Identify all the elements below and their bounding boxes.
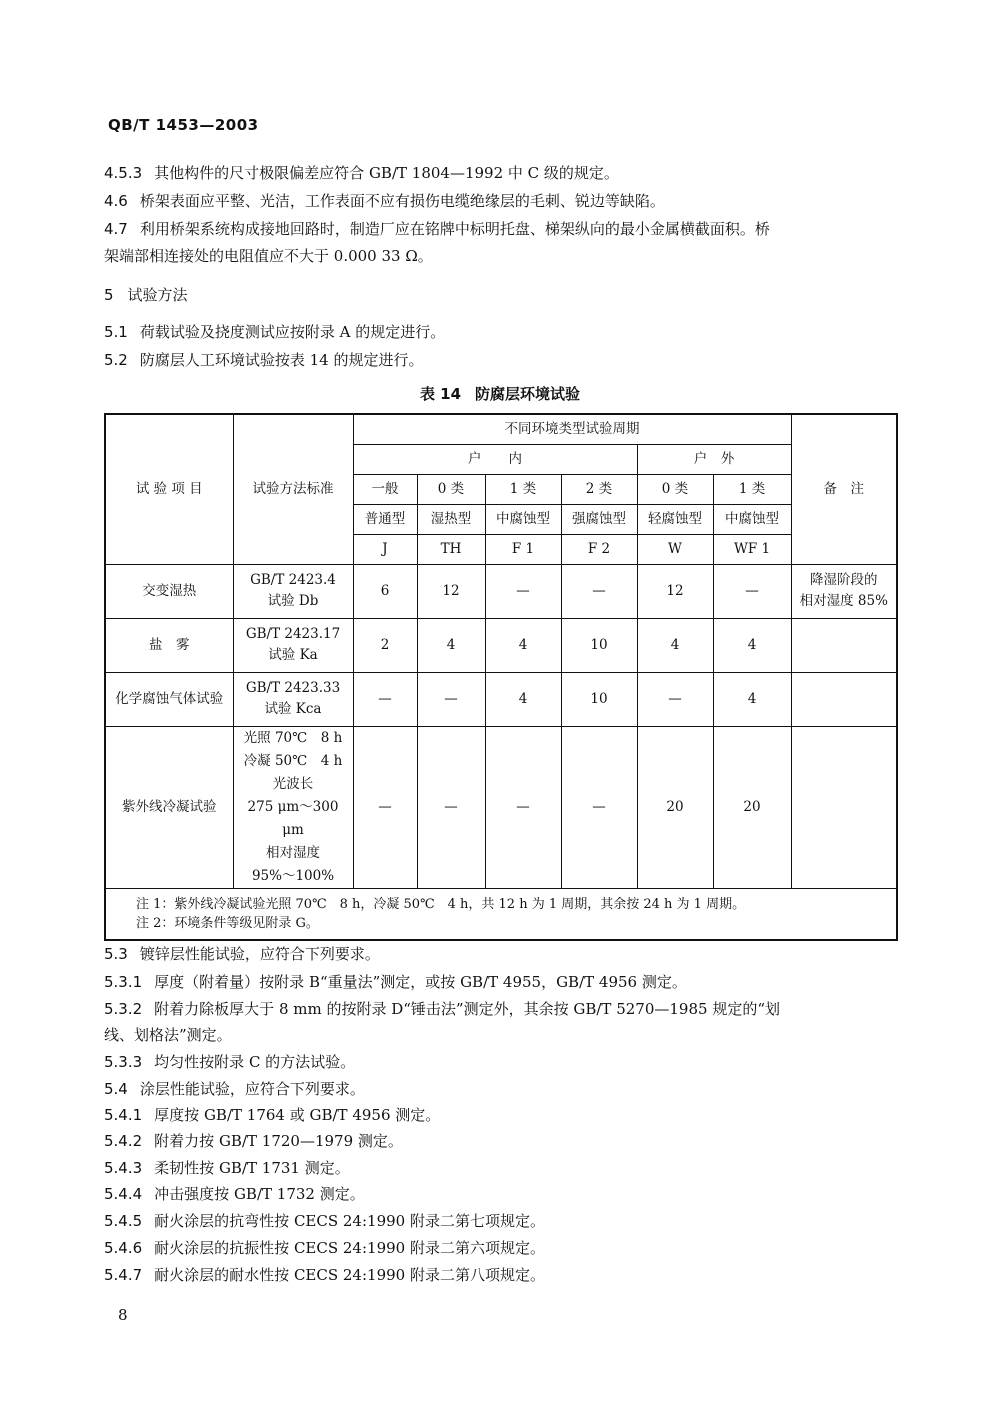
value-cell: 4 bbox=[417, 618, 485, 672]
paragraph-5-3-2-cont bbox=[104, 1024, 232, 1045]
value-cell: 20 bbox=[713, 726, 791, 888]
method-line: GB/T 2423.33 bbox=[245, 680, 341, 696]
header-type: 强腐蚀型 bbox=[561, 504, 637, 534]
method-line: GB/T 2423.17 bbox=[245, 626, 341, 642]
value-cell: — bbox=[485, 726, 561, 888]
header-type: 轻腐蚀型 bbox=[637, 504, 713, 534]
method-line: 冷凝 50℃ 4 h bbox=[243, 752, 343, 769]
method-line: 相对湿度 bbox=[266, 844, 320, 861]
clause-number: 5.3.1 bbox=[104, 973, 143, 991]
clause-text: 耐火涂层的抗弯性按 CECS 24:1990 附录二第七项规定。 bbox=[154, 1212, 545, 1230]
clause-number: 5.4.3 bbox=[104, 1159, 143, 1177]
remark-cell bbox=[791, 726, 897, 888]
value-cell: — bbox=[353, 726, 417, 888]
paragraph-5-4-2 bbox=[104, 1130, 403, 1151]
clause-number: 5.3.2 bbox=[104, 1000, 143, 1018]
method-line: 光照 70℃ 8 h bbox=[243, 729, 343, 746]
clause-number: 5.4.4 bbox=[104, 1185, 143, 1203]
remark-line: 降湿阶段的 bbox=[810, 572, 878, 588]
clause-text: 桥架表面应平整、光洁，工作表面不应有损伤电缆绝缘层的毛刺、锐边等缺陷。 bbox=[139, 192, 665, 210]
method-line: 275 μm～300 μm bbox=[247, 798, 339, 838]
table-row bbox=[105, 564, 897, 618]
clause-text: 涂层性能试验，应符合下列要求。 bbox=[139, 1080, 365, 1098]
clause-text: 架端部相连接处的电阻值应不大于 0.000 33 Ω。 bbox=[104, 247, 433, 265]
paragraph-5-4-5 bbox=[104, 1210, 545, 1231]
value-cell: 4 bbox=[713, 672, 791, 726]
section-heading bbox=[104, 284, 188, 305]
paragraph-4-5-3 bbox=[104, 162, 619, 183]
table-row bbox=[105, 726, 897, 888]
clause-number: 5.4.7 bbox=[104, 1266, 143, 1284]
clause-number: 4.7 bbox=[104, 220, 128, 238]
paragraph-5-4-3 bbox=[104, 1157, 350, 1178]
header-code: WF 1 bbox=[713, 534, 791, 564]
paragraph-4-7-cont bbox=[104, 245, 433, 266]
value-cell: — bbox=[417, 672, 485, 726]
value-cell: 12 bbox=[637, 564, 713, 618]
clause-text: 柔韧性按 GB/T 1731 测定。 bbox=[154, 1159, 350, 1177]
paragraph-5-4 bbox=[104, 1078, 365, 1099]
clause-number: 5.4.5 bbox=[104, 1212, 143, 1230]
header-class: 1 类 bbox=[485, 474, 561, 504]
clause-text: 厚度按 GB/T 1764 或 GB/T 4956 测定。 bbox=[154, 1106, 441, 1124]
environment-test-table bbox=[104, 413, 898, 941]
page-number: 8 bbox=[118, 1306, 128, 1324]
header-code: W bbox=[637, 534, 713, 564]
method-cell bbox=[233, 726, 353, 888]
document-header: QB/T 1453—2003 bbox=[108, 116, 259, 134]
value-cell: — bbox=[485, 564, 561, 618]
clause-number: 5.4.6 bbox=[104, 1239, 143, 1257]
header-class: 一般 bbox=[353, 474, 417, 504]
table-note: 注 2：环境条件等级见附录 G。 bbox=[136, 915, 319, 931]
header-type: 中腐蚀型 bbox=[713, 504, 791, 534]
clause-text: 利用桥架系统构成接地回路时，制造厂应在铭牌中标明托盘、梯架纵向的最小金属横截面积。桥 bbox=[139, 220, 770, 238]
header-class: 0 类 bbox=[417, 474, 485, 504]
value-cell: — bbox=[561, 726, 637, 888]
clause-text: 耐火涂层的耐水性按 CECS 24:1990 附录二第八项规定。 bbox=[154, 1266, 545, 1284]
value-cell: 20 bbox=[637, 726, 713, 888]
clause-text: 冲击强度按 GB/T 1732 测定。 bbox=[154, 1185, 365, 1203]
remark-cell bbox=[791, 672, 897, 726]
value-cell: — bbox=[417, 726, 485, 888]
clause-number: 5.1 bbox=[104, 323, 128, 341]
remark-line: 相对湿度 85% bbox=[799, 593, 888, 609]
value-cell: — bbox=[713, 564, 791, 618]
table-number: 表 14 bbox=[419, 385, 462, 403]
paragraph-5-1 bbox=[104, 321, 445, 342]
paragraph-5-4-4 bbox=[104, 1183, 365, 1204]
paragraph-5-4-7 bbox=[104, 1264, 545, 1285]
value-cell: 10 bbox=[561, 672, 637, 726]
paragraph-5-3-3 bbox=[104, 1051, 355, 1072]
clause-text: 厚度（附着量）按附录 B“重量法”测定，或按 GB/T 4955，GB/T 4956 测定。 bbox=[154, 973, 687, 991]
value-cell: — bbox=[561, 564, 637, 618]
value-cell: 4 bbox=[637, 618, 713, 672]
header-outdoor: 户 外 bbox=[637, 444, 791, 474]
clause-text: 耐火涂层的抗振性按 CECS 24:1990 附录二第六项规定。 bbox=[154, 1239, 545, 1257]
method-line: 试验 Kca bbox=[264, 701, 322, 717]
paragraph-5-2 bbox=[104, 349, 423, 370]
value-cell: 10 bbox=[561, 618, 637, 672]
value-cell: 4 bbox=[485, 618, 561, 672]
remark-cell bbox=[791, 564, 897, 618]
paragraph-5-3-2 bbox=[104, 998, 780, 1019]
table-caption bbox=[0, 383, 1000, 404]
method-line: 光波长 bbox=[272, 775, 314, 792]
method-line: GB/T 2423.4 bbox=[250, 572, 336, 588]
header-type: 普通型 bbox=[353, 504, 417, 534]
clause-text: 其他构件的尺寸极限偏差应符合 GB/T 1804—1992 中 C 级的规定。 bbox=[154, 164, 619, 182]
value-cell: — bbox=[637, 672, 713, 726]
method-cell bbox=[233, 564, 353, 618]
clause-text: 均匀性按附录 C 的方法试验。 bbox=[154, 1053, 356, 1071]
section-title: 试验方法 bbox=[127, 286, 188, 304]
method-line: 95%～100% bbox=[251, 867, 335, 884]
header-code: TH bbox=[417, 534, 485, 564]
value-cell: 6 bbox=[353, 564, 417, 618]
header-code: F 2 bbox=[561, 534, 637, 564]
method-cell bbox=[233, 672, 353, 726]
paragraph-5-3-1 bbox=[104, 971, 687, 992]
clause-number: 5.4.2 bbox=[104, 1132, 143, 1150]
table-row bbox=[105, 618, 897, 672]
method-cell bbox=[233, 618, 353, 672]
header-class: 2 类 bbox=[561, 474, 637, 504]
header-remark: 备 注 bbox=[791, 414, 897, 564]
section-number: 5 bbox=[104, 286, 114, 304]
test-item-cell: 交变湿热 bbox=[105, 564, 233, 618]
paragraph-4-6 bbox=[104, 190, 665, 211]
test-item-cell: 紫外线冷凝试验 bbox=[105, 726, 233, 888]
clause-text: 荷载试验及挠度测试应按附录 A 的规定进行。 bbox=[139, 323, 446, 341]
paragraph-4-7 bbox=[104, 218, 770, 239]
paragraph-5-4-6 bbox=[104, 1237, 545, 1258]
value-cell: 2 bbox=[353, 618, 417, 672]
value-cell: 4 bbox=[713, 618, 791, 672]
header-test-item: 试 验 项 目 bbox=[105, 414, 233, 564]
value-cell: — bbox=[353, 672, 417, 726]
clause-text: 线、划格法”测定。 bbox=[104, 1026, 232, 1044]
test-item-cell: 盐 雾 bbox=[105, 618, 233, 672]
method-line: 试验 Db bbox=[267, 593, 319, 609]
value-cell: 4 bbox=[485, 672, 561, 726]
clause-text: 附着力除板厚大于 8 mm 的按附录 D“锤击法”测定外，其余按 GB/T 5270—1985 规定的“划 bbox=[154, 1000, 780, 1018]
paragraph-5-3 bbox=[104, 943, 380, 964]
table-note: 注 1：紫外线冷凝试验光照 70℃ 8 h，冷凝 50℃ 4 h，共 12 h 为 1 周期，其余按 24 h 为 1 周期。 bbox=[136, 896, 746, 912]
clause-number: 5.3 bbox=[104, 945, 128, 963]
clause-number: 4.6 bbox=[104, 192, 128, 210]
clause-text: 镀锌层性能试验，应符合下列要求。 bbox=[139, 945, 380, 963]
value-cell: 12 bbox=[417, 564, 485, 618]
clause-number: 5.3.3 bbox=[104, 1053, 143, 1071]
header-type: 湿热型 bbox=[417, 504, 485, 534]
header-class: 0 类 bbox=[637, 474, 713, 504]
test-item-cell: 化学腐蚀气体试验 bbox=[105, 672, 233, 726]
header-period: 不同环境类型试验周期 bbox=[353, 414, 791, 444]
table-row bbox=[105, 672, 897, 726]
header-class: 1 类 bbox=[713, 474, 791, 504]
clause-text: 防腐层人工环境试验按表 14 的规定进行。 bbox=[139, 351, 424, 369]
clause-number: 5.4.1 bbox=[104, 1106, 143, 1124]
table-title: 防腐层环境试验 bbox=[475, 385, 581, 403]
clause-number: 5.2 bbox=[104, 351, 128, 369]
remark-cell bbox=[791, 618, 897, 672]
table-notes bbox=[105, 888, 897, 940]
clause-number: 5.4 bbox=[104, 1080, 128, 1098]
clause-text: 附着力按 GB/T 1720—1979 测定。 bbox=[154, 1132, 403, 1150]
header-code: F 1 bbox=[485, 534, 561, 564]
method-line: 试验 Ka bbox=[268, 647, 318, 663]
header-method: 试验方法标准 bbox=[233, 414, 353, 564]
header-type: 中腐蚀型 bbox=[485, 504, 561, 534]
paragraph-5-4-1 bbox=[104, 1104, 440, 1125]
clause-number: 4.5.3 bbox=[104, 164, 143, 182]
header-code: J bbox=[353, 534, 417, 564]
header-indoor: 户 内 bbox=[353, 444, 637, 474]
table-notes-row bbox=[105, 888, 897, 940]
